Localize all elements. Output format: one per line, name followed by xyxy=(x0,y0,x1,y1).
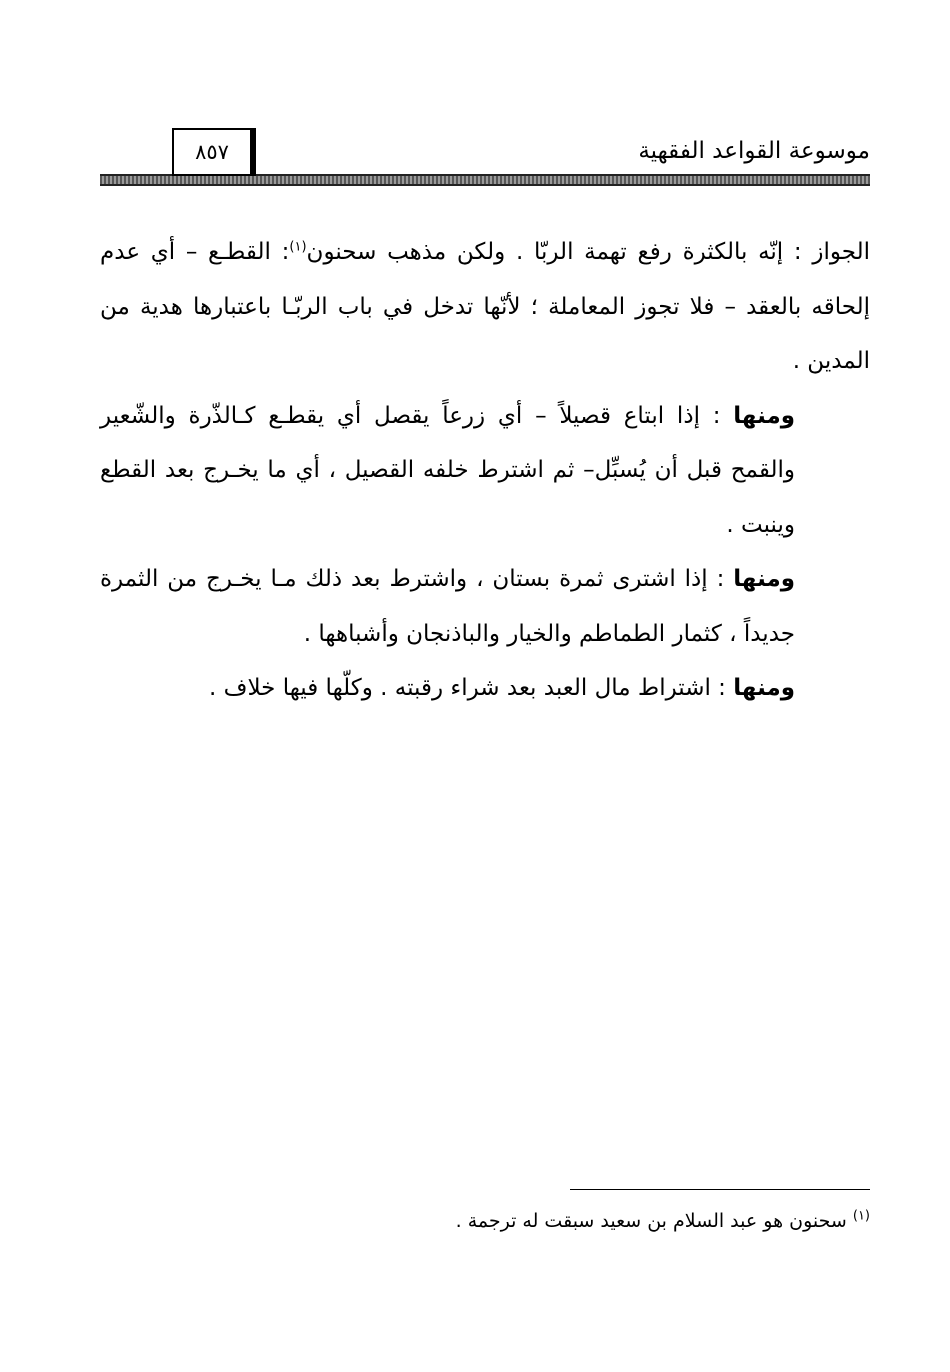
paragraph-1-text-b: : القطـع – أي عدم إلحاقه بالعقد – فلا تجوز المعاملة ؛ لأنّها تدخل في باب الربّـا باعتبارها هدية من المدين . xyxy=(100,239,870,374)
paragraph-3 xyxy=(100,552,870,661)
paragraph-3-keyword: ومنها xyxy=(733,566,795,592)
footnote-reference: (١) xyxy=(289,239,307,255)
paragraph-2 xyxy=(100,389,870,553)
paragraph-2-text: : إذا ابتاع قصيلاً – أي زرعاً يقصل أي يقطـع كـالذّرة والشّعير والقمح قبل أن يُسبِّل– ثم اشترط خلفه القصيل ، أي ما يخـرج بعد القطع وينبت . xyxy=(100,402,795,538)
page-header xyxy=(100,120,870,186)
paragraph-4-keyword: ومنها xyxy=(733,675,795,701)
body-text xyxy=(100,225,870,716)
paragraph-1-text-a: الجواز : إنّه بالكثرة رفع تهمة الربّا . ولكن مذهب سحنون xyxy=(306,239,870,265)
book-title: موسوعة القواعد الفقهية xyxy=(638,138,870,164)
paragraph-1 xyxy=(100,225,870,389)
paragraph-3-text: : إذا اشترى ثمرة بستان ، واشترط بعد ذلك مـا يخـرج من الثمرة جديداً ، كثمار الطماطم والخيار والباذنجان وأشباهها . xyxy=(100,566,795,647)
paragraph-4 xyxy=(100,661,870,716)
paragraph-2-keyword: ومنها xyxy=(733,402,795,429)
paragraph-4-text: : اشتراط مال العبد بعد شراء رقبته . وكلّها فيها خلاف . xyxy=(208,675,734,701)
footnote xyxy=(100,1210,870,1232)
page-number: ٨٥٧ xyxy=(172,128,256,176)
footnote-text: سحنون هو عبد السلام بن سعيد سبقت له ترجمة . xyxy=(455,1210,853,1232)
footnote-separator xyxy=(570,1189,870,1190)
footnote-marker: (١) xyxy=(852,1208,870,1224)
